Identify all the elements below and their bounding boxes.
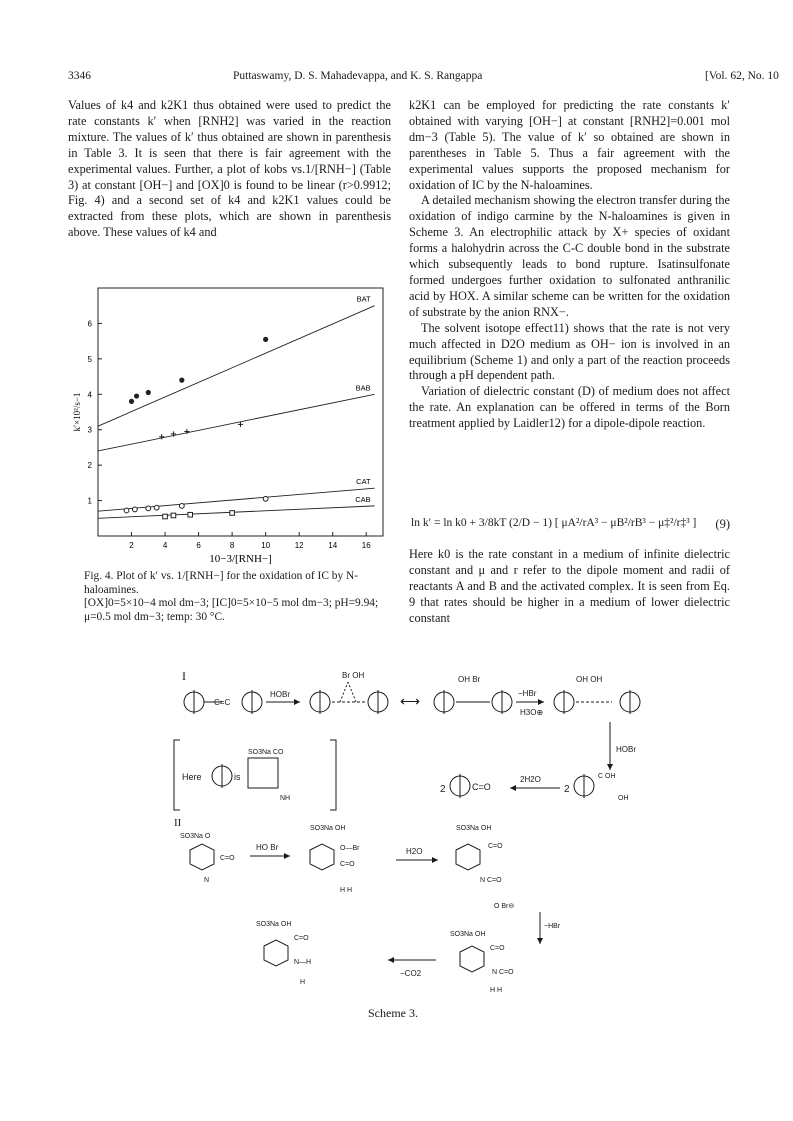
equation-9 (409, 505, 732, 545)
arrowhead-1 (294, 699, 300, 705)
svg-text:C=O: C=O (490, 945, 505, 952)
anthranilic-acid-product (256, 921, 311, 986)
running-header-authors: Puttaswamy, D. S. Mahadevappa, and K. S. Rangappa (233, 70, 483, 82)
data-point-cab (171, 513, 176, 518)
bracket-so3na: SO3Na CO (248, 749, 284, 756)
equation-body: ln k′ = ln k0 + 3/8kT (2/D − 1) [ μA²/rA³ − μB²/rB³ − μ‡²/r‡³ ] (411, 517, 697, 529)
right-paragraph-2: A detailed mechanism showing the electron transfer during the oxidation of indigo carmine by the N-haloamines is given in Scheme 3. An electrophilic attack by X+ species of oxidant forms a halohydrin across the C-C double bond in the substrate which subsequently leads to bond rupture. Isatinsulfonate formed undergoes further oxidation to sulfonated anthranilic acid by HOX. A similar scheme can be written for the oxidation of substrate by the anion RNX−. (409, 193, 730, 319)
figure-caption-title: Fig. 4. Plot of k′ vs. 1/[RNH−] for the oxidation of IC by N-haloamines. (84, 570, 359, 596)
left-column-text (68, 98, 391, 241)
data-point-bat (129, 399, 134, 404)
scheme-label-I: I (182, 669, 186, 683)
arrowhead-8 (388, 957, 394, 963)
data-point-cat (124, 508, 129, 513)
reagent-h2o: H2O (406, 847, 423, 856)
indigo-structure (184, 690, 262, 714)
halonium-intermediate (310, 671, 388, 714)
reagent-h3o: H3O⊕ (520, 708, 544, 717)
series-label-bat: BAT (356, 294, 371, 304)
data-point-cab (230, 511, 235, 516)
carbamate-intermediate (456, 825, 514, 910)
svg-text:C=O: C=O (472, 782, 491, 792)
right-column-text-b (409, 547, 730, 627)
svg-text:H: H (300, 979, 306, 986)
y-tick-label: 6 (87, 319, 92, 329)
left-paragraph: Values of k4 and k2K1 thus obtained were used to predict the rate constants k′ when [RNH2] was varied in the reaction mixture. The values of k′ thus obtained are shown in parenthesis in Table 3. It is seen that there is fair agreement with the experimental values. Further, a plot of kobs vs.1/[RNH−] (Table 3) at constant [OH−] and [OX]0 is found to be linear (r>0.9912; Fig. 4) and a second set of k4 and k2K1 values could be extracted from these plots, which are shown in parenthesis above. These values of k4 and (68, 98, 391, 240)
svg-text:C OH: C OH (598, 773, 616, 780)
x-tick-label: 2 (129, 541, 134, 550)
svg-text:N—H: N—H (294, 959, 312, 966)
resonance-arrow: ⟷ (400, 693, 421, 709)
svg-text:SO3Na OH: SO3Na OH (450, 931, 486, 938)
reagent-hobr-2: HOBr (616, 745, 636, 754)
series-label-bab: BAB (355, 383, 371, 393)
svg-text:N C=O: N C=O (480, 877, 502, 884)
svg-text:SO3Na O: SO3Na O (180, 833, 211, 840)
reagent-minus-hbr-1: −HBr (518, 689, 537, 698)
y-tick-label: 4 (87, 390, 92, 400)
data-point-cat (146, 506, 151, 511)
right-paragraph-4: Variation of dielectric constant (D) of medium does not affect the rate. An explanation can be offered in terms of the Born treatment applied by Laidler12) for a dipole-dipole reaction. (409, 384, 730, 431)
scheme-3-diagram (160, 660, 660, 1000)
x-tick-label: 10 (261, 541, 271, 550)
svg-text:H H: H H (490, 987, 503, 994)
svg-text:Br OH: Br OH (342, 671, 365, 680)
y-tick-label: 2 (87, 461, 92, 471)
fit-line-bab (98, 394, 375, 451)
svg-text:C=O: C=O (340, 861, 355, 868)
y-tick-label: 3 (87, 425, 92, 435)
data-point-bat (263, 337, 268, 342)
data-point-cab (188, 512, 193, 517)
page-number: 3346 (68, 70, 91, 82)
data-point-cat (132, 507, 137, 512)
svg-text:C=O: C=O (294, 935, 309, 942)
svg-text:C=O: C=O (220, 855, 235, 862)
svg-text:2: 2 (564, 784, 570, 795)
arrowhead-3 (607, 764, 613, 770)
cyclic-intermediate (450, 931, 514, 994)
right-paragraph-3: The solvent isotope effect11) shows that the rate is not very much affected in D2O medium as OH− ion is involved in an equilibrium (Scheme 1) and only a part of the reaction proceeds through a pH dependent path. (409, 320, 730, 383)
x-tick-label: 4 (162, 541, 168, 550)
data-point-cab (163, 514, 168, 519)
svg-text:N C=O: N C=O (492, 969, 514, 976)
series-label-cab: CAB (355, 494, 371, 504)
x-tick-label: 8 (229, 541, 235, 550)
reagent-minus-co2: −CO2 (400, 969, 422, 978)
x-tick-label: 6 (196, 541, 201, 550)
scheme-caption: Scheme 3. (368, 1006, 418, 1020)
isatin-sulfonate (180, 833, 235, 884)
scheme-label-II: II (174, 817, 182, 829)
right-paragraph-1: k2K1 can be employed for predicting the rate constants k′ obtained with varying [OH−] at constant [RNH2]=0.001 mol dm−3 (Table 5). The value of k′ so obtained are shown in parentheses in Table 5. Thus a fair agreement with the experimental values supports the proposed mechanism for oxidation of IC by the N-haloamines. (409, 98, 730, 192)
svg-text:SO3Na OH: SO3Na OH (256, 921, 292, 928)
hypobromite-adduct (310, 825, 360, 894)
arrowhead-2 (538, 699, 544, 705)
y-tick-label: 5 (87, 354, 92, 364)
reagent-minus-hbr-2: −HBr (544, 923, 561, 930)
svg-text:2: 2 (440, 784, 446, 795)
arrowhead-7 (537, 938, 543, 944)
svg-text:C=C: C=C (214, 698, 231, 707)
reagent-hobr-3: HO Br (256, 843, 279, 852)
figure-caption (84, 570, 384, 624)
arrowhead-6 (432, 857, 438, 863)
data-point-bat (146, 390, 151, 395)
figure-caption-conditions: [OX]0=5×10−4 mol dm−3; [IC]0=5×10−5 mol dm−3; pH=9.94; μ=0.5 mol dm−3; temp: 30 °C. (84, 597, 379, 623)
data-point-cat (154, 505, 159, 510)
diol-structure (554, 675, 640, 714)
reagent-hobr-1: HOBr (270, 690, 290, 699)
svg-text:O Br⊖: O Br⊖ (494, 903, 515, 910)
equation-number: (9) (715, 517, 730, 531)
ketone-structure (440, 774, 491, 798)
is-text: is (234, 772, 241, 782)
data-point-cat (179, 503, 184, 508)
plot-frame (98, 288, 383, 536)
svg-text:SO3Na OH: SO3Na OH (310, 825, 346, 832)
svg-text:N: N (204, 877, 210, 884)
svg-text:SO3Na OH: SO3Na OH (456, 825, 492, 832)
series-label-cat: CAT (356, 477, 371, 487)
arrowhead-5 (284, 853, 290, 859)
gem-diol-structure (564, 773, 629, 802)
data-point-cat (263, 496, 268, 501)
x-axis-label: 10−3/[RNH−] (209, 553, 272, 565)
right-paragraph-5: Here k0 is the rate constant in a medium of infinite dielectric constant and μ and r refer to the dipole moment and radii of reactants A and B and the activated complex. It is seen from Eq. 9 that rates should be higher in a medium of lower dielectric constant (409, 547, 730, 625)
arrowhead-4 (510, 785, 516, 791)
svg-text:OH: OH (618, 795, 629, 802)
data-point-bat (179, 378, 184, 383)
svg-text:OH OH: OH OH (576, 675, 603, 684)
here-text: Here (182, 772, 202, 782)
x-tick-label: 12 (294, 541, 304, 550)
bracket-nh: NH (280, 795, 291, 802)
halohydrin-structure (434, 675, 512, 714)
svg-text:O—Br: O—Br (340, 845, 360, 852)
svg-text:OH Br: OH Br (458, 675, 481, 684)
figure-4-chart (58, 280, 393, 570)
y-tick-label: 1 (87, 496, 92, 506)
x-tick-label: 14 (328, 541, 338, 550)
svg-text:H H: H H (340, 887, 353, 894)
data-point-bat (134, 393, 139, 398)
x-tick-label: 16 (361, 541, 371, 550)
fit-line-bat (98, 306, 375, 426)
reagent-2h2o: 2H2O (520, 775, 541, 784)
right-column-text (409, 98, 730, 432)
y-axis-label: k′×10²/s−1 (72, 392, 82, 432)
svg-text:C=O: C=O (488, 843, 503, 850)
running-header-volume: [Vol. 62, No. 10 (705, 70, 779, 82)
